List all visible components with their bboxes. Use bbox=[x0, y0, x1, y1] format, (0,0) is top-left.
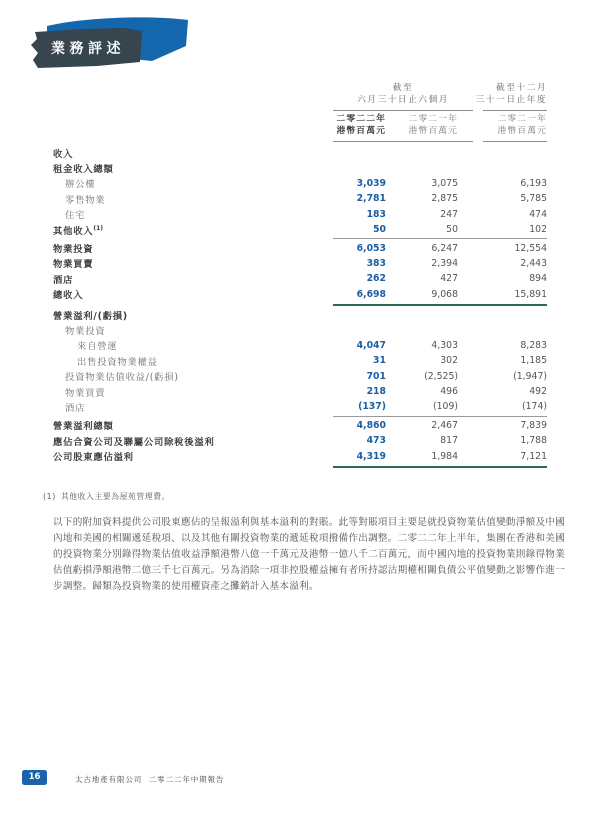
row-label: 投資物業估值收益/(虧損) bbox=[65, 372, 179, 384]
value-2022: 4,319 bbox=[356, 450, 386, 462]
row-label: 公司股東應佔溢利 bbox=[53, 452, 134, 464]
footnote-text: 其他收入主要為屋苑管理費。 bbox=[60, 491, 171, 501]
value-2021-year: 1,788 bbox=[520, 435, 547, 447]
column-group-full-year bbox=[473, 83, 547, 106]
row-label: 物業買賣 bbox=[53, 259, 94, 271]
section-banner bbox=[25, 13, 195, 75]
total-rule bbox=[333, 304, 547, 306]
row-label: 物業投資 bbox=[65, 325, 106, 337]
value-2022: 3,039 bbox=[356, 177, 386, 189]
value-2021-year: 474 bbox=[529, 208, 547, 220]
value-2021-half: 247 bbox=[440, 208, 458, 220]
group-line-1: 截至十二月 bbox=[496, 83, 547, 93]
group-line-2: 三十一日止年度 bbox=[475, 94, 547, 105]
table-row bbox=[53, 307, 547, 322]
header-rule bbox=[333, 110, 547, 111]
table-row bbox=[53, 433, 547, 448]
row-label: 酒店 bbox=[65, 402, 86, 414]
value-2021-year: (174) bbox=[522, 401, 547, 413]
value-2022: 31 bbox=[373, 355, 386, 367]
table-row bbox=[53, 418, 547, 433]
value-2021-year: 1,185 bbox=[520, 355, 547, 367]
value-2021-year: 6,193 bbox=[520, 177, 547, 189]
group-line-2: 六月三十日止六個月 bbox=[357, 94, 449, 105]
value-2022: 701 bbox=[366, 370, 386, 382]
value-2021-half: 3,075 bbox=[431, 177, 458, 189]
value-2021-year: 7,121 bbox=[520, 450, 547, 462]
table-row bbox=[53, 399, 547, 414]
row-label: 來自營運 bbox=[77, 341, 118, 353]
value-2021-half: 6,247 bbox=[431, 242, 458, 254]
value-2022: 262 bbox=[366, 273, 386, 285]
table-row bbox=[53, 448, 547, 463]
value-2021-year: 8,283 bbox=[520, 339, 547, 351]
row-label: 酒店 bbox=[53, 274, 74, 286]
value-2021-half: (2,525) bbox=[424, 370, 458, 382]
value-2021-half: 817 bbox=[440, 435, 458, 447]
reconciliation-paragraph: 以下的附加資料提供公司股東應佔的呈報溢利與基本溢利的對賬。此等對賬項目主要是就投資物業估值變動淨額及中國內地和美國的相關遞延稅項、以及其他有關投資物業的遞延稅項撥備作出調整。二零二二年上半年，集團在香港和美國的投資物業分別錄得物業估值收益淨額港幣八億一千萬元及港幣一億八千二百萬元，而中國內地的投資物業則錄得物業估值虧損淨額港幣二億三千七百萬元。另為消除一項非控股權益擁有者所持認沽期權相關負債公平值變動之影響作進一步調整。歸類為投資物業的使用權資產之攤銷計入基本溢利。 bbox=[53, 516, 565, 593]
value-2022: 2,781 bbox=[356, 193, 386, 205]
footnote bbox=[43, 491, 565, 502]
table-row bbox=[53, 338, 547, 353]
value-2022: 473 bbox=[366, 435, 386, 447]
value-2021-year: 12,554 bbox=[514, 242, 547, 254]
value-2021-half: 302 bbox=[440, 355, 458, 367]
table-row bbox=[53, 353, 547, 368]
table-row bbox=[53, 207, 547, 222]
subtotal-rule bbox=[333, 238, 547, 239]
table-row bbox=[53, 256, 547, 271]
value-2022: 6,698 bbox=[356, 288, 386, 300]
value-2021-half: 2,394 bbox=[431, 257, 458, 269]
value-2022: 218 bbox=[366, 386, 386, 398]
value-2021-half: 4,303 bbox=[431, 339, 458, 351]
row-label: 收入 bbox=[53, 148, 74, 160]
row-label: 應佔合資公司及聯屬公司除稅後溢利 bbox=[53, 436, 215, 448]
table-row bbox=[53, 176, 547, 191]
table-body bbox=[53, 145, 547, 468]
value-2021-year: 2,443 bbox=[520, 257, 547, 269]
column-header-2021-half: 二零二一年 港幣百萬元 bbox=[408, 114, 458, 136]
value-2022: 383 bbox=[366, 257, 386, 269]
row-label: 總收入 bbox=[53, 290, 84, 302]
table-row bbox=[53, 191, 547, 206]
footnote-ref: (1) bbox=[93, 224, 104, 232]
table-row bbox=[53, 368, 547, 383]
footnote-marker: (1) bbox=[43, 491, 56, 501]
value-2021-half: 2,875 bbox=[431, 193, 458, 205]
table-row bbox=[53, 145, 547, 160]
value-2021-year: (1,947) bbox=[513, 370, 547, 382]
page-title: 業務評述 bbox=[51, 41, 125, 57]
row-label: 營業溢利/(虧損) bbox=[53, 310, 128, 322]
total-rule bbox=[333, 466, 547, 468]
value-2022: (137) bbox=[358, 401, 386, 413]
value-2022: 50 bbox=[373, 224, 386, 236]
table-row bbox=[53, 240, 547, 255]
subtotal-rule bbox=[333, 416, 547, 417]
value-2021-year: 492 bbox=[529, 386, 547, 398]
column-header-2022: 二零二二年 港幣百萬元 bbox=[336, 114, 386, 136]
value-2022: 6,053 bbox=[356, 242, 386, 254]
header-rule bbox=[333, 141, 547, 142]
value-2021-year: 7,839 bbox=[520, 419, 547, 431]
row-label: 物業買賣 bbox=[65, 387, 106, 399]
label-column-header bbox=[53, 114, 333, 137]
value-2021-half: 50 bbox=[446, 224, 458, 236]
value-2021-half: (109) bbox=[433, 401, 458, 413]
table-header bbox=[53, 83, 547, 142]
value-2021-half: 496 bbox=[440, 386, 458, 398]
row-label: 物業投資 bbox=[53, 244, 94, 256]
value-2022: 4,860 bbox=[356, 419, 386, 431]
value-2021-half: 9,068 bbox=[431, 288, 458, 300]
table-row bbox=[53, 222, 547, 237]
value-2021-year: 894 bbox=[529, 273, 547, 285]
table-row bbox=[53, 287, 547, 302]
label-column-spacer bbox=[53, 83, 333, 106]
page-number-badge: 16 bbox=[22, 770, 47, 785]
row-label: 營業溢利總額 bbox=[53, 421, 114, 433]
value-2021-half: 1,984 bbox=[431, 450, 458, 462]
group-line-1: 截至 bbox=[392, 83, 414, 93]
column-group-six-months bbox=[333, 83, 473, 106]
row-label: 零售物業 bbox=[65, 194, 106, 206]
value-2021-year: 102 bbox=[529, 224, 547, 236]
value-2021-year: 15,891 bbox=[514, 288, 547, 300]
value-2022: 4,047 bbox=[356, 339, 386, 351]
row-label: 出售投資物業權益 bbox=[77, 356, 158, 368]
table-row bbox=[53, 271, 547, 286]
footer-report-title: 太古地產有限公司 二零二二年中期報告 bbox=[75, 775, 225, 784]
row-label: 租金收入總額 bbox=[53, 164, 114, 176]
row-label: 辦公樓 bbox=[65, 179, 96, 191]
column-group-row bbox=[53, 83, 547, 106]
table-row bbox=[53, 322, 547, 337]
table-row bbox=[53, 384, 547, 399]
table-row bbox=[53, 160, 547, 175]
content-area bbox=[43, 83, 565, 595]
value-2021-half: 2,467 bbox=[431, 419, 458, 431]
column-header-2021-year: 二零二一年 港幣百萬元 bbox=[497, 114, 547, 136]
financial-summary-table bbox=[53, 83, 547, 468]
row-label: 住宅 bbox=[65, 210, 86, 222]
column-header-row bbox=[53, 114, 547, 137]
value-2021-half: 427 bbox=[440, 273, 458, 285]
value-2021-year: 5,785 bbox=[520, 193, 547, 205]
value-2022: 183 bbox=[366, 208, 386, 220]
row-label: 其他收入$^{(1)}$ bbox=[53, 224, 104, 237]
